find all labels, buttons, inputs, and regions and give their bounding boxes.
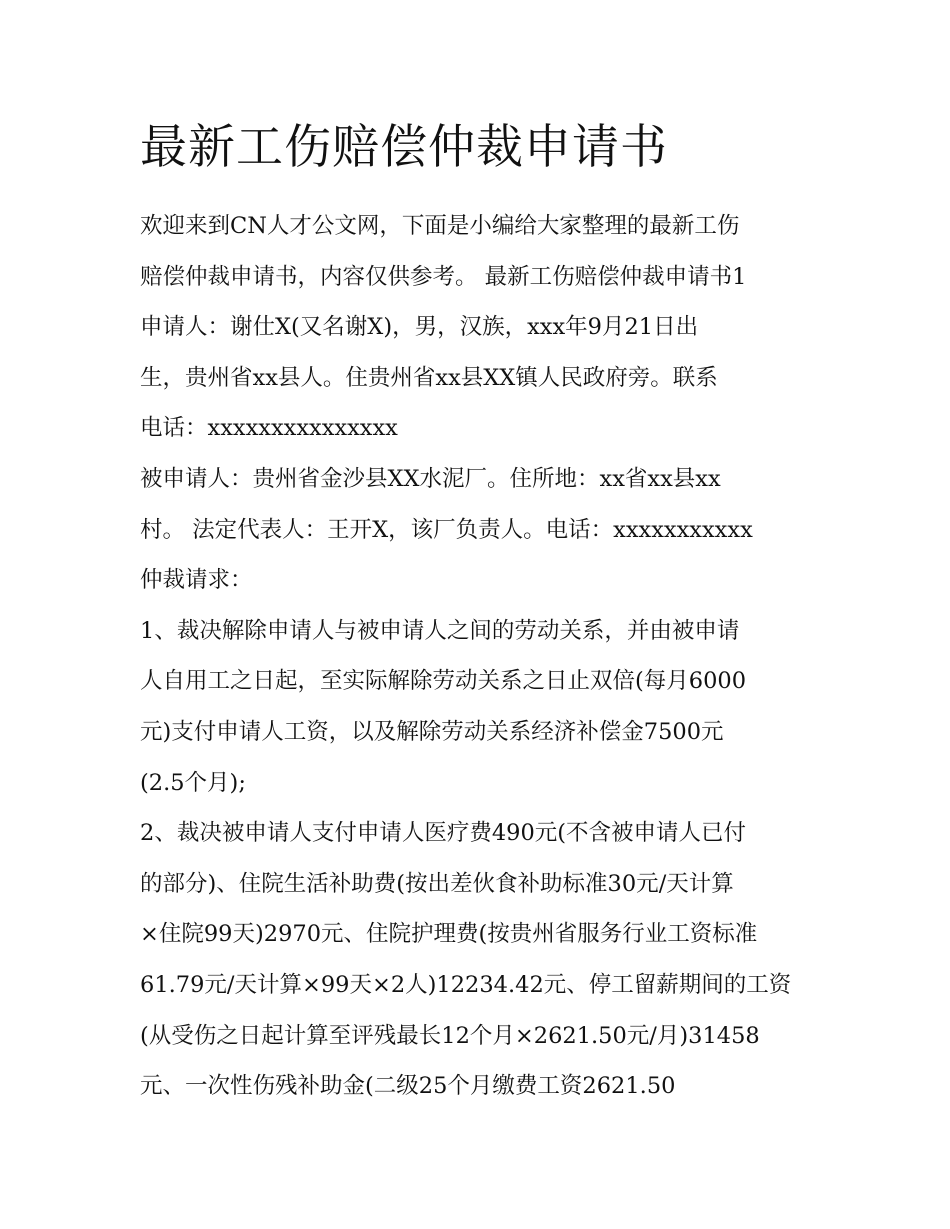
body-line: 元)支付申请人工资，以及解除劳动关系经济补偿金7500元 (140, 718, 724, 745)
body-line: 欢迎来到CN人才公文网，下面是小编给大家整理的最新工伤 (140, 213, 740, 239)
body-line: 申请人：谢仕X(又名谢X)，男，汉族，xxx年9月21日出 (140, 314, 699, 341)
body-line: (2.5个月); (140, 769, 246, 796)
body-line: 赔偿仲裁申请书，内容仅供参考。 最新工伤赔偿仲裁申请书1 (140, 263, 747, 290)
body-line: 2、裁决被申请人支付申请人医疗费490元(不含被申请人已付 (140, 820, 747, 847)
body-line: (从受伤之日起计算至评残最长12个月×2621.50元/月)31458 (140, 1022, 760, 1049)
body-line: ×住院99天)2970元、住院护理费(按贵州省服务行业工资标准 (140, 921, 758, 948)
body-line: 人自用工之日起，至实际解除劳动关系之日止双倍(每月6000 (140, 668, 747, 695)
body-line: 61.79元/天计算×99天×2人)12234.42元、停工留薪期间的工资 (140, 971, 792, 998)
body-line: 1、裁决解除申请人与被申请人之间的劳动关系，并由被申请 (140, 617, 740, 644)
document-body (140, 201, 830, 1112)
body-line: 村。 法定代表人：王开X，该厂负责人。电话：xxxxxxxxxxx (140, 516, 753, 543)
body-line: 元、一次性伤残补助金(二级25个月缴费工资2621.50 (140, 1073, 676, 1100)
body-line: 电话：xxxxxxxxxxxxxxx (140, 415, 398, 442)
body-line: 生，贵州省xx县人。住贵州省xx县XX镇人民政府旁。联系 (140, 364, 718, 391)
body-line: 被申请人：贵州省金沙县XX水泥厂。住所地：xx省xx县xx (140, 465, 721, 492)
body-line: 的部分)、住院生活补助费(按出差伙食补助标准30元/天计算 (140, 870, 734, 897)
document-title: 最新工伤赔偿仲裁申请书 (140, 120, 668, 175)
body-line: 仲裁请求： (140, 567, 253, 594)
